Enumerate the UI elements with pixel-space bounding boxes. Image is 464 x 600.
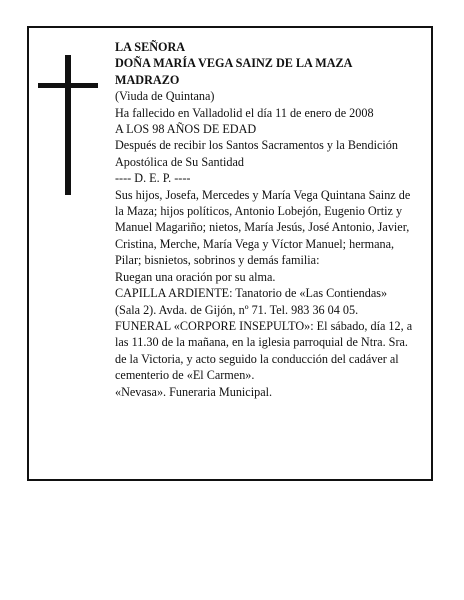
cross-icon	[38, 55, 98, 195]
deceased-name-line-1: DOÑA MARÍA VEGA SAINZ DE LA MAZA	[115, 56, 353, 71]
family-paragraph: Sus hijos, Josefa, Mercedes y María Vega Quintana Sainz de la Maza; hijos políticos, Antonio Lobejón, Eugenio Ortiz y Manuel Magariño; nietos, María Jesús, José Antonio, Javier, Cristina, Merche, María Vega y Víctor Manuel; hermana, Pilar; bisnietos, sobrinos y demás familia:	[115, 187, 411, 268]
title-line: LA SEÑORA	[115, 40, 186, 54]
obituary-text	[115, 39, 415, 400]
cross-horizontal-bar	[38, 83, 98, 88]
rip-line: ---- D. E. P. ----	[115, 171, 191, 186]
deceased-name-line-2: MADRAZO	[115, 72, 180, 87]
cross-vertical-bar	[65, 55, 71, 195]
prayer-line: Ruegan una oración por su alma.	[115, 269, 276, 284]
widow-of-line: (Viuda de Quintana)	[115, 89, 215, 104]
funeral-paragraph: FUNERAL «CORPORE INSEPULTO»: El sábado, día 12, a las 11.30 de la mañana, en la iglesia parroquial de Ntra. Sra. de la Victoria, y acto seguido la conducción del cadáver al cementerio de «El Carmen».	[115, 318, 413, 383]
funeral-home-line: «Nevasa». Funeraria Municipal.	[115, 384, 273, 399]
death-line: Ha fallecido en Valladolid el día 11 de enero de 2008	[115, 105, 374, 120]
chapel-paragraph: CAPILLA ARDIENTE: Tanatorio de «Las Contiendas» (Sala 2). Avda. de Gijón, nº 71. Tel. 983 36 04 05.	[115, 286, 388, 317]
age-line: A LOS 98 AÑOS DE EDAD	[115, 122, 257, 137]
sacraments-paragraph: Después de recibir los Santos Sacramentos y la Bendición Apostólica de Su Santidad	[115, 138, 398, 169]
